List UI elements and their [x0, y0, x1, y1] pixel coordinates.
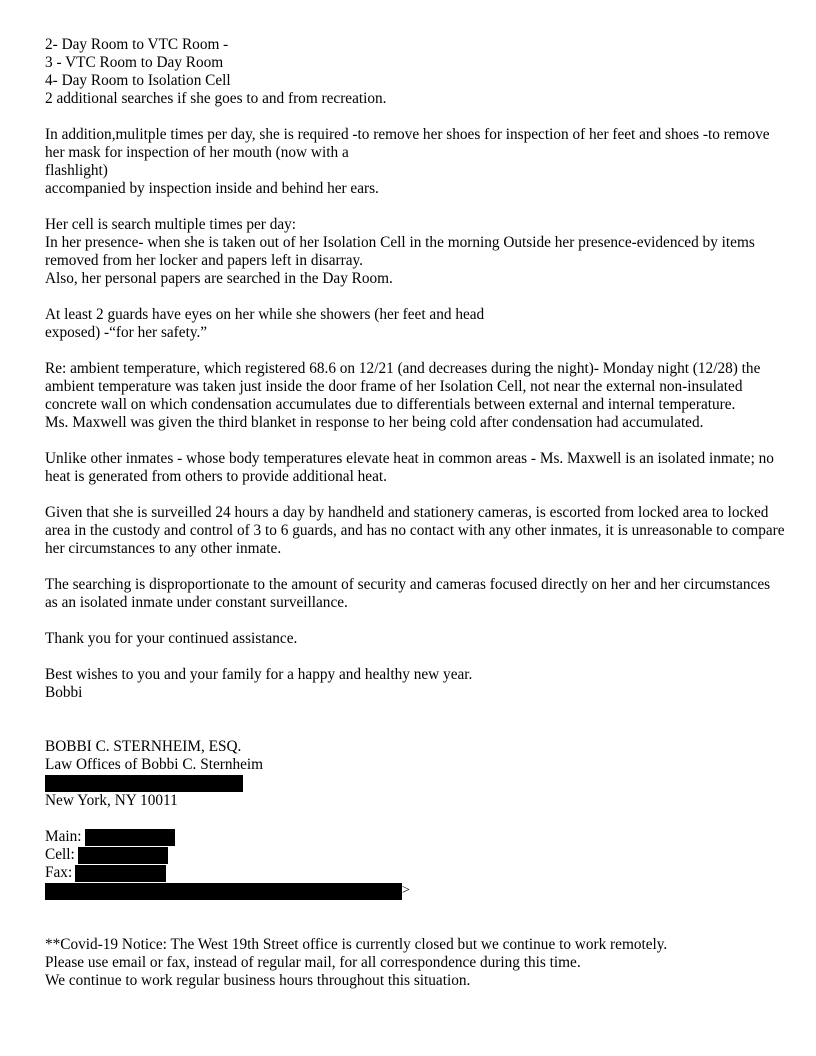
redaction-address	[45, 775, 243, 792]
email-row	[45, 882, 785, 900]
main-phone-row	[45, 828, 785, 846]
redacted-address-row	[45, 774, 785, 792]
shower-line-1: At least 2 guards have eyes on her while she showers (her feet and head	[45, 306, 485, 323]
redaction-cell-phone	[78, 847, 168, 864]
closing-wishes: Best wishes to you and your family for a happy and healthy new year.	[45, 666, 473, 683]
covid-notice	[45, 936, 785, 990]
search-item: 2- Day Room to VTC Room -	[45, 36, 229, 53]
redaction-main-phone	[85, 829, 175, 846]
search-item: 3 - VTC Room to Day Room	[45, 54, 224, 71]
signature-firm: Law Offices of Bobbi C. Sternheim	[45, 756, 264, 773]
covid-notice-line-1: **Covid-19 Notice: The West 19th Street office is currently closed but we continue to work remotely.	[45, 936, 668, 953]
temperature-paragraph	[45, 360, 785, 432]
redaction-fax	[75, 865, 166, 882]
cell-search-text: In her presence- when she is taken out of her Isolation Cell in the morning Outside her presence-evidenced by items removed from her locker and papers left in disarray.	[45, 234, 755, 269]
search-item: 4- Day Room to Isolation Cell	[45, 72, 231, 89]
redaction-email	[45, 883, 402, 900]
search-item: 2 additional searches if she goes to and from recreation.	[45, 90, 387, 107]
main-phone-label: Main:	[45, 828, 82, 845]
cell-search-paragraph	[45, 216, 785, 288]
signature-block	[45, 738, 785, 900]
inspection-text: In addition,mulitple times per day, she is required -to remove her shoes for inspection of her feet and shoes -to remove her mask for inspection of her mouth (now with a	[45, 126, 770, 161]
email-suffix: >	[402, 883, 410, 898]
signature-city: New York, NY 10011	[45, 792, 178, 809]
thanks-line: Thank you for your continued assistance.	[45, 630, 298, 647]
temperature-text: Re: ambient temperature, which registered 68.6 on 12/21 (and decreases during the night)- Monday night (12/28) the ambient temperature was taken just inside the door frame of her Isolation Cell, not near the external non-insulated concrete wall on which condensation accumulates due to differentials between external and internal temperature.	[45, 360, 761, 413]
shower-line-2: exposed) -“for her safety.”	[45, 324, 208, 341]
surveillance-paragraph: Given that she is surveilled 24 hours a day by handheld and stationery cameras, is escorted from locked area to locked area in the custody and control of 3 to 6 guards, and has no contact with any other inmates, it is unreasonable to compare her circumstances to any other inmate.	[45, 504, 785, 557]
covid-notice-line-2: Please use email or fax, instead of regular mail, for all correspondence during this time.	[45, 954, 581, 971]
shower-paragraph	[45, 306, 785, 342]
heat-paragraph: Unlike other inmates - whose body temperatures elevate heat in common areas - Ms. Maxwell is an isolated inmate; no heat is generated from others to provide additional heat.	[45, 450, 774, 485]
inspection-line-2: flashlight)	[45, 162, 108, 179]
inspection-line-3: accompanied by inspection inside and behind her ears.	[45, 180, 379, 197]
email-body	[45, 36, 785, 990]
cell-phone-row	[45, 846, 785, 864]
signature-name: BOBBI C. STERNHEIM, ESQ.	[45, 738, 242, 755]
search-list	[45, 36, 785, 108]
closing-name: Bobbi	[45, 684, 83, 701]
cell-phone-label: Cell:	[45, 846, 75, 863]
cell-search-line-1: Her cell is search multiple times per day:	[45, 216, 297, 233]
fax-row	[45, 864, 785, 882]
closing	[45, 666, 785, 702]
searching-paragraph: The searching is disproportionate to the amount of security and cameras focused directly on her and her circumstances as an isolated inmate under constant surveillance.	[45, 576, 771, 611]
fax-label: Fax:	[45, 864, 73, 881]
covid-notice-line-3: We continue to work regular business hours throughout this situation.	[45, 972, 471, 989]
temperature-line-2: Ms. Maxwell was given the third blanket in response to her being cold after condensation had accumulated.	[45, 414, 704, 431]
inspection-paragraph	[45, 126, 785, 198]
cell-search-line-3: Also, her personal papers are searched in the Day Room.	[45, 270, 393, 287]
